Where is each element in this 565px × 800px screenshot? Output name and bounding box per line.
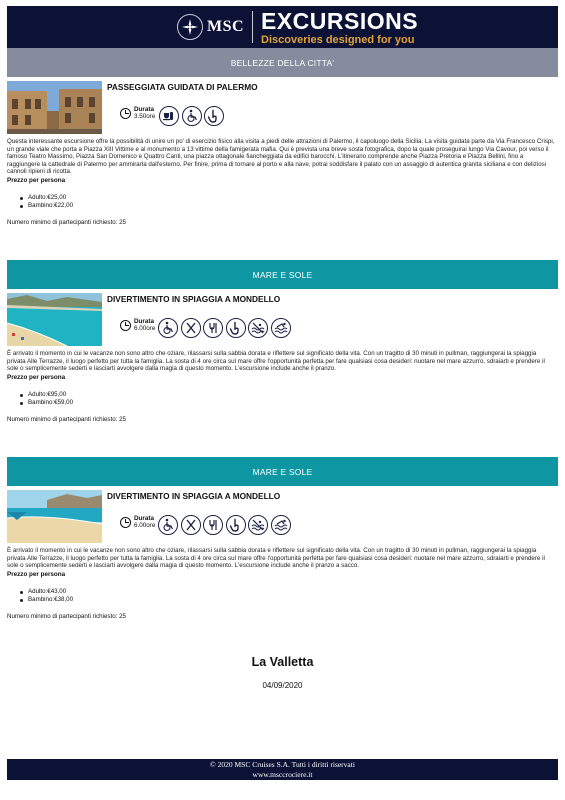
min-participants: Numero minimo di partecipanti richiesto: 25: [7, 219, 126, 226]
excursion-title: DIVERTIMENTO IN SPIAGGIA A MONDELLO: [107, 491, 281, 501]
clock-icon: [120, 108, 131, 119]
feature-icons: [158, 515, 293, 535]
excursion-image-mondello: [7, 293, 102, 346]
duration: [120, 318, 155, 332]
clock-icon: [120, 320, 131, 331]
duration-label: [134, 515, 155, 529]
cutlery-icon: [181, 318, 201, 338]
excursion-description: È arrivato il momento in cui le vacanze non sono altro che oziare, rilassarsi sulla sabbia dorata e riflettere sul significato della vita. Con un tragitto di 30 minuti in pullman, raggiungerai la spiaggia privata Alle Terrazze, il luogo perfetto per tutta la famiglia. La sosta di 4 ore circa sul mare offre l'opportunità perfetta per fare qualsiasi cosa desideri: nuotare nel mare azzurro, sdraiarti e prendere il sole o semplicemente sederti e lasciarti avvolgere dalla magia di questo momento. L'escursione include anche il pranzo a sacco.: [7, 547, 545, 570]
duration-value: 3.50ore: [134, 113, 156, 120]
wheelchair-icon: [158, 515, 178, 535]
price-heading: Prezzo per persona: [7, 177, 66, 184]
section-banner: MARE E SOLE: [7, 457, 558, 486]
msc-logo: [177, 14, 244, 40]
swimming-icon: [271, 318, 291, 338]
hand-touch-icon: [204, 106, 224, 126]
duration-value: 6.00ore: [134, 522, 156, 529]
excursion-title: PASSEGGIATA GUIDATA DI PALERMO: [107, 82, 258, 92]
food-drink-icon: [159, 106, 179, 126]
feature-icons: [159, 106, 227, 126]
header-tagline: Discoveries designed for you: [261, 34, 415, 46]
price-child: Bambino:€38,00: [20, 596, 73, 604]
cutlery-icon: [203, 515, 223, 535]
header-divider: [252, 11, 253, 43]
hand-touch-icon: [226, 318, 246, 338]
excursion-description: È arrivato il momento in cui le vacanze non sono altro che oziare, rilassarsi sulla sabbia dorata e riflettere sul significato della vita. Con un tragitto di 30 minuti in pullman, raggiungerai la spiaggia privata Alle Terrazze, il luogo perfetto per tutta la famiglia. La sosta di 4 ore circa sul mare offre l'opportunità perfetta per fare qualsiasi cosa desideri: nuotare nel mare azzurro, sdraiarti e prendere il sole o semplicemente sederti e lasciarti avvolgere dalla magia di questo momento. L'escursione include anche il pranzo.: [7, 350, 545, 373]
price-child: Bambino:€59,00: [20, 399, 73, 407]
port-date: 04/09/2020: [262, 681, 303, 690]
price-list: [20, 194, 73, 211]
excursion-image-mondello: [7, 490, 102, 543]
excursion-description: Questa interessante escursione offre la possibilità di unire un po' di esercizio fisico alla visita a piedi delle attrazioni di Palermo, il capoluogo della Sicilia. La visita guidata parte da Via Francesco Crispi, un grande viale che porta a Piazza XIII Vittime e al monumento a 13 vittime della famigerata mafia. Qui è prevista una breve sosta fotografica, dopo la quale proseguirai lungo Via Cavour, poi verso il famoso Teatro Massimo, Piazza San Domenico e Quattro Canti, una piazza ottagonale fiancheggiata da edifici barocchi. L'itinerario comprende anche Piazza Pretoria e Piazza Bellini, fino a raggiungere la cattedrale di Palermo per ammirarla dall'esterno. Per finire, prima di tornare al porto e alla nave, potrai soddisfare il palato con un assaggio di autentica granita siciliana e con deliziosi cannoli ripieni di ricotta.: [7, 138, 555, 176]
website-link[interactable]: www.msccrociere.it: [252, 769, 313, 779]
swimming-icon: [271, 515, 291, 535]
price-list: [20, 391, 73, 408]
port-name: La Valletta: [251, 655, 314, 669]
duration-value: 6.00ore: [134, 325, 156, 332]
hand-touch-icon: [226, 515, 246, 535]
brand-name: MSC: [207, 18, 245, 35]
excursion-image-palermo: [7, 81, 102, 134]
section-banner: MARE E SOLE: [7, 260, 558, 289]
duration-label-text: Durata: [134, 106, 154, 113]
price-adult: Adulto:€25,00: [20, 194, 73, 202]
clock-icon: [120, 517, 131, 528]
min-participants: Numero minimo di partecipanti richiesto: 25: [7, 613, 126, 620]
price-heading: Prezzo per persona: [7, 571, 66, 578]
duration: [120, 515, 155, 529]
copyright: © 2020 MSC Cruises S.A. Tutti i diritti riservati: [210, 760, 355, 769]
price-child: Bambino:€22,00: [20, 202, 73, 210]
duration-label: [134, 318, 155, 332]
excursions-title-text: EXCURSIONS: [261, 8, 419, 34]
feature-icons: [158, 318, 293, 338]
header: [7, 6, 558, 48]
price-adult: Adulto:€43,00: [20, 588, 73, 596]
price-heading: Prezzo per persona: [7, 374, 66, 381]
excursion-title: DIVERTIMENTO IN SPIAGGIA A MONDELLO: [107, 294, 281, 304]
wheelchair-icon: [182, 106, 202, 126]
section-banner: BELLEZZE DELLA CITTA': [7, 48, 558, 77]
excursions-title: [261, 9, 418, 33]
duration-label-text: Durata: [134, 515, 154, 522]
min-participants: Numero minimo di partecipanti richiesto: 25: [7, 416, 126, 423]
no-swimming-icon: [248, 515, 268, 535]
footer: [7, 759, 558, 780]
cutlery-icon: [203, 318, 223, 338]
price-list: [20, 588, 73, 605]
compass-rose-icon: [177, 14, 203, 40]
price-adult: Adulto:€95,00: [20, 391, 73, 399]
cutlery-icon: [181, 515, 201, 535]
duration: [120, 106, 155, 120]
no-swimming-icon: [248, 318, 268, 338]
duration-label-text: Durata: [134, 318, 154, 325]
wheelchair-icon: [158, 318, 178, 338]
duration-label: [134, 106, 155, 120]
